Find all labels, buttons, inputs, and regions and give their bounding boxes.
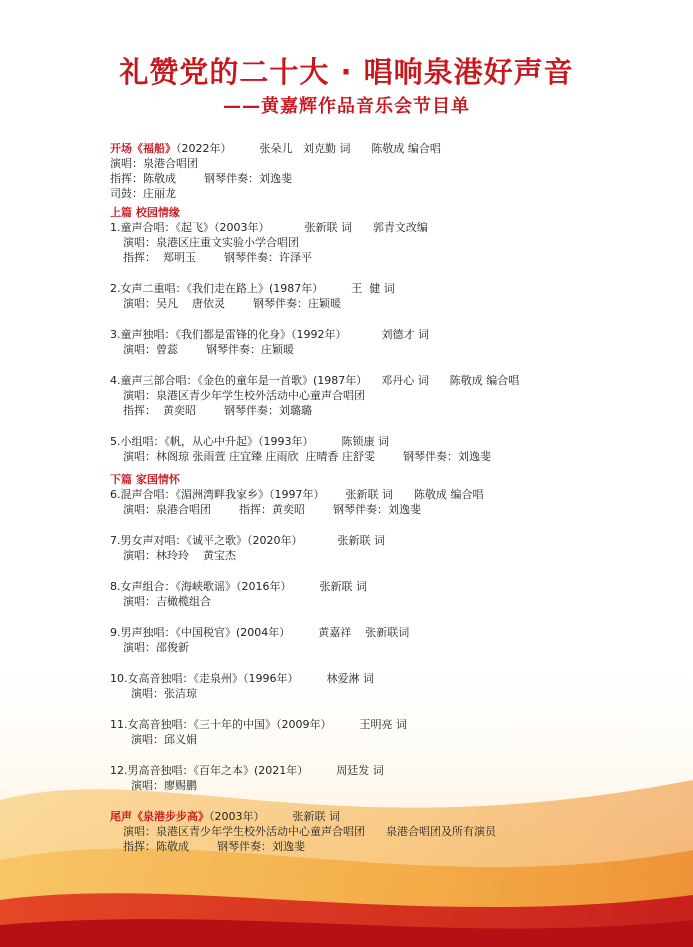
item-heading: 12.男高音独唱：《百年之本》(2021年） 周廷发 词 [110,764,384,777]
opening-line: 演唱：泉港合唱团 [110,157,198,170]
item-heading: 6.混声合唱：《湄洲湾畔我家乡》（1997年） 张新联 词 陈敬成 编合唱 [110,488,484,501]
item-detail: 演唱：林玲玲 黄宝杰 [123,549,236,562]
program-list [110,141,680,854]
finale-line: 指挥：陈敬成 钢琴伴奏：刘逸斐 [123,840,305,853]
opening-title: 开场《福船》 [110,142,176,155]
finale-heading [110,809,680,824]
item-heading: 1.童声合唱：《起飞》（2003年） 张新联 词 郭青文改编 [110,221,428,234]
item-heading: 8.女声组合：《海峡歌谣》（2016年） 张新联 词 [110,580,367,593]
item-detail: 演唱：泉港合唱团 指挥：黄奕昭 钢琴伴奏：刘逸斐 [123,503,421,516]
item-detail: 指挥： 黄奕昭 钢琴伴奏：刘璐璐 [123,404,312,417]
item-heading: 7.男女声对唱：《诚平之歌》（2020年） 张新联 词 [110,534,385,547]
opening-line: 指挥：陈敬成 钢琴伴奏：刘逸斐 [110,172,292,185]
item-detail: 演唱：曾蕊 钢琴伴奏：庄颖暖 [123,343,294,356]
item-detail: 演唱：张洁琼 [131,687,197,700]
item-heading: 9.男声独唱：《中国税官》(2004年） 黄嘉祥 张新联词 [110,626,410,639]
page-subtitle: ——黄嘉辉作品音乐会节目单 [223,96,470,117]
item-heading: 11.女高音独唱：《三十年的中国》（2009年） 王明亮 词 [110,718,407,731]
opening-line: 司鼓：庄丽龙 [110,187,176,200]
item-detail: 演唱：泉港区庄重文实验小学合唱团 [123,236,299,249]
opening-heading [110,141,680,156]
item-detail: 演唱：廖赐鹏 [131,779,197,792]
finale-line: 演唱：泉港区青少年学生校外活动中心童声合唱团 泉港合唱团及所有演员 [123,825,496,838]
part1-title: 上篇 校园情缘 [110,206,180,219]
item-heading: 5.小组唱：《帆，从心中升起》（1993年） 陈锁康 词 [110,435,389,448]
item-detail: 指挥： 郑明玉 钢琴伴奏：许泽平 [123,251,312,264]
opening-info: （2022年） 张朵儿 刘克勤 词 陈敬成 编合唱 [176,142,441,155]
item-heading: 3.童声独唱：《我们都是雷锋的化身》（1992年） 刘德才 词 [110,328,429,341]
item-detail: 演唱：吴凡 唐依灵 钢琴伴奏：庄颖暖 [123,297,341,310]
item-heading: 4.童声三部合唱：《金色的童年是一首歌》(1987年） 邓丹心 词 陈敬成 编合唱 [110,374,520,387]
item-detail: 演唱：林阁琼 张雨萱 庄宜臻 庄雨欣 庄晴香 庄舒雯 钢琴伴奏：刘逸斐 [123,450,491,463]
finale-info: （2003年） 张新联 词 [209,810,340,823]
item-heading: 10.女高音独唱：《走泉州》（1996年） 林爱淋 词 [110,672,374,685]
finale-title: 尾声《泉港步步高》 [110,810,209,823]
item-heading: 2.女声二重唱：《我们走在路上》(1987年） 王 健 词 [110,282,395,295]
item-detail: 演唱：吉橄榄组合 [123,595,211,608]
page-title: 礼赞党的二十大 · 唱响泉港好声音 [119,55,574,89]
item-detail: 演唱：邵俊新 [123,641,189,654]
part2-title: 下篇 家国情怀 [110,473,180,486]
item-detail: 演唱：泉港区青少年学生校外活动中心童声合唱团 [123,389,365,402]
item-detail: 演唱：邱义娟 [131,733,197,746]
